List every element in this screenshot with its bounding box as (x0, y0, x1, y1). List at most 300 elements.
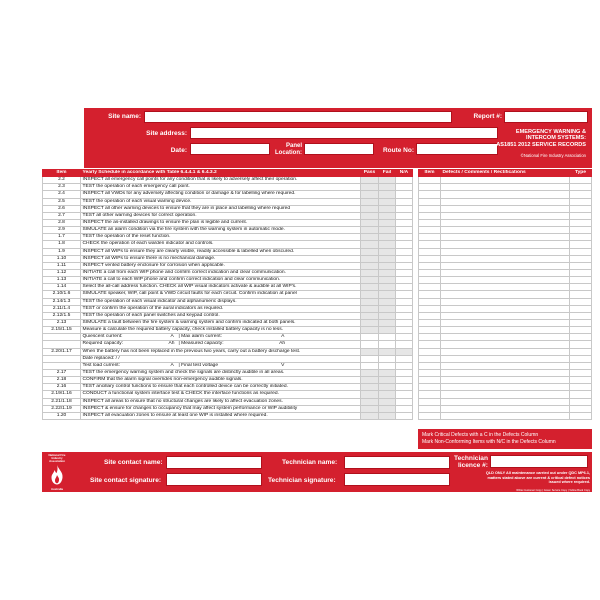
item-number: 1.20 (43, 412, 81, 419)
description-cell: SIMULATE a fault between the fire system & warning system and confirm indicated at both panels. (81, 319, 361, 326)
pass-cell[interactable] (361, 398, 379, 405)
defect-type-cell[interactable] (570, 191, 592, 198)
defect-row (419, 412, 592, 419)
defect-comment-cell[interactable] (441, 212, 570, 219)
defect-item-cell[interactable] (419, 391, 441, 398)
defect-type-cell[interactable] (570, 398, 592, 405)
defect-item-cell[interactable] (419, 405, 441, 412)
defect-item-cell[interactable] (419, 319, 441, 326)
na-cell[interactable] (396, 391, 413, 398)
fail-cell[interactable] (379, 269, 396, 276)
test-load-cell: Test load current: A | Final test voltage V (81, 362, 361, 369)
fail-cell[interactable] (379, 348, 396, 355)
defect-item-cell[interactable] (419, 277, 441, 284)
capacity-cell: Required capacity: Ah | Measured capacity: Ah (81, 341, 361, 348)
defect-comment-cell[interactable] (441, 369, 570, 376)
defect-type-cell[interactable] (570, 348, 592, 355)
unit-ah-1: Ah (168, 341, 175, 347)
fail-cell[interactable] (379, 234, 396, 241)
defect-comment-cell[interactable] (441, 255, 570, 262)
item-number: 1.10 (43, 255, 81, 262)
defect-type-cell[interactable] (570, 269, 592, 276)
quiescent-current-label: Quiescent current: (82, 334, 123, 340)
defect-comment-cell[interactable] (441, 334, 570, 341)
defect-comment-cell[interactable] (441, 377, 570, 384)
na-cell[interactable] (396, 212, 413, 219)
defect-item-cell[interactable] (419, 327, 441, 334)
defect-comment-cell[interactable] (441, 398, 570, 405)
defect-comment-cell[interactable] (441, 219, 570, 226)
defect-type-cell[interactable] (570, 177, 592, 184)
defect-item-cell[interactable] (419, 284, 441, 291)
defect-type-cell[interactable] (570, 319, 592, 326)
item-number: 2.2 (43, 177, 81, 184)
defect-comment-cell[interactable] (441, 405, 570, 412)
fail-cell[interactable] (379, 198, 396, 205)
fail-cell[interactable] (379, 327, 396, 334)
date-replaced-cell: Date replaced: / / (81, 355, 361, 362)
defect-type-cell[interactable] (570, 205, 592, 212)
defect-comment-cell[interactable] (441, 248, 570, 255)
pass-cell[interactable] (361, 205, 379, 212)
na-cell[interactable] (396, 255, 413, 262)
defect-type-cell[interactable] (570, 334, 592, 341)
na-cell[interactable] (396, 277, 413, 284)
defect-type-cell[interactable] (570, 262, 592, 269)
pass-cell[interactable] (361, 212, 379, 219)
defect-item-cell[interactable] (419, 248, 441, 255)
na-cell[interactable] (396, 227, 413, 234)
defect-item-cell[interactable] (419, 227, 441, 234)
title-line-1: EMERGENCY WARNING & (515, 129, 586, 135)
defect-comment-cell[interactable] (441, 305, 570, 312)
pass-cell[interactable] (361, 405, 379, 412)
item-number: 1.12 (43, 269, 81, 276)
description-cell: TEST ancillary control functions to ensure that each controlled device can be correctly initiated. (81, 384, 361, 391)
technician-licence-field[interactable] (490, 455, 588, 468)
fail-cell[interactable] (379, 298, 396, 305)
defect-type-cell[interactable] (570, 405, 592, 412)
pass-cell[interactable] (361, 384, 379, 391)
na-cell[interactable] (396, 205, 413, 212)
pass-cell[interactable] (361, 412, 379, 419)
pass-cell[interactable] (361, 198, 379, 205)
pass-cell[interactable] (361, 334, 379, 341)
fail-cell[interactable] (379, 277, 396, 284)
fail-cell[interactable] (379, 312, 396, 319)
defect-row (419, 262, 592, 269)
na-cell[interactable] (396, 305, 413, 312)
qld-note: QLD ONLY All maintenance carried out under QDC MP6.1, matters stated above are current & critical defect notices issued where required. (485, 471, 590, 485)
na-cell[interactable] (396, 348, 413, 355)
col-pass-header: Pass (361, 170, 379, 177)
na-cell[interactable] (396, 362, 413, 369)
na-cell[interactable] (396, 291, 413, 298)
pass-cell[interactable] (361, 177, 379, 184)
na-cell[interactable] (396, 191, 413, 198)
pass-cell[interactable] (361, 219, 379, 226)
na-cell[interactable] (396, 177, 413, 184)
defect-comment-cell[interactable] (441, 205, 570, 212)
defect-comment-cell[interactable] (441, 262, 570, 269)
date-label: Date: (170, 147, 187, 154)
defect-comment-cell[interactable] (441, 291, 570, 298)
description-cell: TEST the operation of each emergency call point. (81, 184, 361, 191)
defect-type-cell[interactable] (570, 248, 592, 255)
defect-type-cell[interactable] (570, 198, 592, 205)
item-number: 2.10/1.6 (43, 291, 81, 298)
site-contact-signature-label: Site contact signature: (90, 477, 162, 484)
defect-type-cell[interactable] (570, 241, 592, 248)
technician-signature-field[interactable] (344, 473, 450, 486)
defect-row (419, 227, 592, 234)
na-cell[interactable] (396, 219, 413, 226)
item-cell (43, 355, 81, 362)
fail-cell[interactable] (379, 362, 396, 369)
defect-row (419, 291, 592, 298)
description-cell: TEST the operation of the reset function. (81, 234, 361, 241)
date-field[interactable] (190, 143, 270, 155)
pass-cell[interactable] (361, 291, 379, 298)
pass-cell[interactable] (361, 327, 379, 334)
defect-type-cell[interactable] (570, 362, 592, 369)
item-cell (43, 362, 81, 369)
defect-comment-cell[interactable] (441, 277, 570, 284)
fail-cell[interactable] (379, 405, 396, 412)
panel-label-line1: Panel (285, 143, 302, 149)
fail-cell[interactable] (379, 377, 396, 384)
defect-item-cell[interactable] (419, 341, 441, 348)
defect-comment-cell[interactable] (441, 319, 570, 326)
defect-row (419, 219, 592, 226)
fail-cell[interactable] (379, 319, 396, 326)
fail-cell[interactable] (379, 248, 396, 255)
defect-item-cell[interactable] (419, 212, 441, 219)
defect-row (419, 205, 592, 212)
report-number-field[interactable] (504, 111, 588, 123)
na-cell[interactable] (396, 334, 413, 341)
defect-item-cell[interactable] (419, 269, 441, 276)
defect-item-cell[interactable] (419, 191, 441, 198)
defect-item-cell[interactable] (419, 334, 441, 341)
fail-cell[interactable] (379, 412, 396, 419)
licence-label-line2: licence #: (457, 462, 488, 469)
defect-row (419, 384, 592, 391)
technician-name-field[interactable] (344, 456, 450, 469)
defect-item-cell[interactable] (419, 241, 441, 248)
defect-item-cell[interactable] (419, 184, 441, 191)
pass-cell[interactable] (361, 369, 379, 376)
defect-item-cell[interactable] (419, 205, 441, 212)
fail-cell[interactable] (379, 212, 396, 219)
defect-row (419, 355, 592, 362)
na-cell[interactable] (396, 312, 413, 319)
fail-cell[interactable] (379, 334, 396, 341)
defect-type-cell[interactable] (570, 312, 592, 319)
pass-cell[interactable] (361, 227, 379, 234)
defect-type-cell[interactable] (570, 298, 592, 305)
site-name-label: Site name: (108, 113, 141, 120)
defect-item-cell[interactable] (419, 298, 441, 305)
nfia-logo (44, 452, 70, 492)
defects-col-type-header: Type (570, 170, 592, 177)
defect-row (419, 312, 592, 319)
defect-comment-cell[interactable] (441, 355, 570, 362)
defect-item-cell[interactable] (419, 348, 441, 355)
defect-comment-cell[interactable] (441, 298, 570, 305)
na-cell[interactable] (396, 184, 413, 191)
defect-type-cell[interactable] (570, 212, 592, 219)
unit-a-3: A (170, 362, 174, 368)
defect-item-cell[interactable] (419, 398, 441, 405)
schedule-row (43, 312, 413, 319)
na-cell[interactable] (396, 248, 413, 255)
item-number: 2.15/1.15 (43, 327, 81, 334)
site-name-field[interactable] (144, 111, 452, 123)
fail-cell[interactable] (379, 398, 396, 405)
fail-cell[interactable] (379, 355, 396, 362)
pass-cell[interactable] (361, 319, 379, 326)
defect-comment-cell[interactable] (441, 184, 570, 191)
pass-cell[interactable] (361, 255, 379, 262)
unit-a-2: A (281, 334, 285, 340)
schedule-row (43, 241, 413, 248)
defect-item-cell[interactable] (419, 384, 441, 391)
description-cell: CONFIRM that the alarm signal overrides non-emergency audible signals. (81, 377, 361, 384)
item-number: 1.11 (43, 262, 81, 269)
pass-cell[interactable] (361, 248, 379, 255)
defect-type-cell[interactable] (570, 412, 592, 419)
defect-comment-cell[interactable] (441, 391, 570, 398)
item-number: 2.5 (43, 198, 81, 205)
schedule-row (43, 219, 413, 226)
item-number: 2.13 (43, 319, 81, 326)
schedule-row (43, 284, 413, 291)
na-cell[interactable] (396, 384, 413, 391)
site-contact-name-field[interactable] (166, 456, 262, 469)
panel-label-line2: Location: (275, 149, 302, 156)
description-cell: CHECK the operation of each warden indicator and controls. (81, 241, 361, 248)
defect-type-cell[interactable] (570, 391, 592, 398)
fail-cell[interactable] (379, 255, 396, 262)
defect-item-cell[interactable] (419, 355, 441, 362)
defect-type-cell[interactable] (570, 377, 592, 384)
fail-cell[interactable] (379, 262, 396, 269)
na-cell[interactable] (396, 319, 413, 326)
description-cell: CONDUCT a functional system interface test & CHECK the interface functions as required. (81, 391, 361, 398)
measured-capacity-label: Measured capacity: (181, 341, 224, 347)
defect-row (419, 319, 592, 326)
na-cell[interactable] (396, 234, 413, 241)
pass-cell[interactable] (361, 284, 379, 291)
pass-cell[interactable] (361, 191, 379, 198)
item-number: 2.3 (43, 184, 81, 191)
defect-item-cell[interactable] (419, 177, 441, 184)
defect-type-cell[interactable] (570, 277, 592, 284)
defect-item-cell[interactable] (419, 262, 441, 269)
defect-item-cell[interactable] (419, 219, 441, 226)
schedule-row (43, 262, 413, 269)
na-cell[interactable] (396, 412, 413, 419)
na-cell[interactable] (396, 355, 413, 362)
defect-row (419, 177, 592, 184)
defect-item-cell[interactable] (419, 255, 441, 262)
fail-cell[interactable] (379, 284, 396, 291)
na-cell[interactable] (396, 241, 413, 248)
defect-type-cell[interactable] (570, 184, 592, 191)
fail-cell[interactable] (379, 391, 396, 398)
site-contact-signature-field[interactable] (166, 473, 262, 486)
fail-cell[interactable] (379, 177, 396, 184)
na-cell[interactable] (396, 269, 413, 276)
fail-cell[interactable] (379, 219, 396, 226)
defect-comment-cell[interactable] (441, 348, 570, 355)
defect-type-cell[interactable] (570, 355, 592, 362)
licence-label-line1: Technician (454, 455, 488, 462)
non-conforming-note: Mark Non-Conforming Items with N/C in the Defects Column (422, 439, 556, 445)
description-cell: INSPECT all WIPs to ensure they are clearly visible, readily accessible & labelled when obscured. (81, 248, 361, 255)
site-address-field[interactable] (190, 127, 498, 139)
na-cell[interactable] (396, 262, 413, 269)
na-cell[interactable] (396, 198, 413, 205)
defect-type-cell[interactable] (570, 384, 592, 391)
defect-type-cell[interactable] (570, 369, 592, 376)
pass-cell[interactable] (361, 305, 379, 312)
item-number: 1.8 (43, 241, 81, 248)
defect-comment-cell[interactable] (441, 191, 570, 198)
defect-item-cell[interactable] (419, 234, 441, 241)
defect-comment-cell[interactable] (441, 177, 570, 184)
description-cell: TEST the emergency warning system and check the signals are distinctly audible in all areas. (81, 369, 361, 376)
pass-cell[interactable] (361, 377, 379, 384)
defect-row (419, 269, 592, 276)
defect-item-cell[interactable] (419, 312, 441, 319)
defect-type-cell[interactable] (570, 341, 592, 348)
defect-comment-cell[interactable] (441, 327, 570, 334)
fail-cell[interactable] (379, 291, 396, 298)
na-cell[interactable] (396, 398, 413, 405)
defect-item-cell[interactable] (419, 291, 441, 298)
description-cell: TEST the operation of each panel switches and keypad control. (81, 312, 361, 319)
unit-a-1: A (170, 334, 174, 340)
schedule-row (43, 227, 413, 234)
fail-cell[interactable] (379, 305, 396, 312)
defect-comment-cell[interactable] (441, 384, 570, 391)
defect-comment-cell[interactable] (441, 362, 570, 369)
defect-comment-cell[interactable] (441, 412, 570, 419)
fail-cell[interactable] (379, 184, 396, 191)
pass-cell[interactable] (361, 341, 379, 348)
defect-type-cell[interactable] (570, 255, 592, 262)
defect-comment-cell[interactable] (441, 198, 570, 205)
na-cell[interactable] (396, 284, 413, 291)
defect-type-cell[interactable] (570, 327, 592, 334)
defect-type-cell[interactable] (570, 219, 592, 226)
schedule-row (43, 298, 413, 305)
fail-cell[interactable] (379, 191, 396, 198)
defect-row (419, 184, 592, 191)
na-cell[interactable] (396, 327, 413, 334)
pass-cell[interactable] (361, 277, 379, 284)
pass-cell[interactable] (361, 262, 379, 269)
na-cell[interactable] (396, 377, 413, 384)
defect-type-cell[interactable] (570, 227, 592, 234)
technician-licence-label (450, 455, 488, 469)
pass-cell[interactable] (361, 298, 379, 305)
defect-item-cell[interactable] (419, 198, 441, 205)
fail-cell[interactable] (379, 205, 396, 212)
defect-type-cell[interactable] (570, 284, 592, 291)
pass-cell[interactable] (361, 391, 379, 398)
pass-cell[interactable] (361, 184, 379, 191)
defect-type-cell[interactable] (570, 305, 592, 312)
description-cell: TEST the operation of each visual indicator and alphanumeric displays. (81, 298, 361, 305)
item-number: 2.12/1.5 (43, 312, 81, 319)
description-cell: INSPECT all WIPs to ensure there is no mechanical damage. (81, 255, 361, 262)
unit-v: V (281, 362, 285, 368)
defect-item-cell[interactable] (419, 377, 441, 384)
defect-comment-cell[interactable] (441, 227, 570, 234)
defect-comment-cell[interactable] (441, 241, 570, 248)
pass-cell[interactable] (361, 234, 379, 241)
schedule-row (43, 327, 413, 334)
defect-comment-cell[interactable] (441, 341, 570, 348)
pass-cell[interactable] (361, 362, 379, 369)
pass-cell[interactable] (361, 312, 379, 319)
pass-cell[interactable] (361, 355, 379, 362)
item-cell (43, 334, 81, 341)
fail-cell[interactable] (379, 384, 396, 391)
schedule-row (43, 384, 413, 391)
fail-cell[interactable] (379, 227, 396, 234)
pass-cell[interactable] (361, 348, 379, 355)
defect-type-cell[interactable] (570, 291, 592, 298)
max-alarm-current-label: Max alarm current: (181, 334, 222, 340)
final-test-voltage-label: Final test voltage (181, 362, 219, 368)
na-cell[interactable] (396, 369, 413, 376)
fail-cell[interactable] (379, 241, 396, 248)
item-number: 2.8 (43, 219, 81, 226)
fail-cell[interactable] (379, 369, 396, 376)
item-cell (43, 341, 81, 348)
schedule-row (43, 291, 413, 298)
defect-comment-cell[interactable] (441, 284, 570, 291)
defect-row (419, 398, 592, 405)
schedule-row (43, 255, 413, 262)
defect-type-cell[interactable] (570, 234, 592, 241)
na-cell[interactable] (396, 298, 413, 305)
unit-ah-2: Ah (279, 341, 286, 347)
pass-cell[interactable] (361, 269, 379, 276)
item-number: 2.18 (43, 377, 81, 384)
defect-item-cell[interactable] (419, 305, 441, 312)
defect-item-cell[interactable] (419, 412, 441, 419)
pass-cell[interactable] (361, 241, 379, 248)
panel-location-field[interactable] (304, 143, 374, 155)
na-cell[interactable] (396, 405, 413, 412)
item-number: 2.4 (43, 191, 81, 198)
defect-comment-cell[interactable] (441, 269, 570, 276)
defect-item-cell[interactable] (419, 362, 441, 369)
defect-comment-cell[interactable] (441, 234, 570, 241)
route-number-field[interactable] (416, 143, 498, 155)
fail-cell[interactable] (379, 341, 396, 348)
na-cell[interactable] (396, 341, 413, 348)
defect-comment-cell[interactable] (441, 312, 570, 319)
defect-item-cell[interactable] (419, 369, 441, 376)
item-number: 2.6 (43, 205, 81, 212)
defect-row (419, 234, 592, 241)
